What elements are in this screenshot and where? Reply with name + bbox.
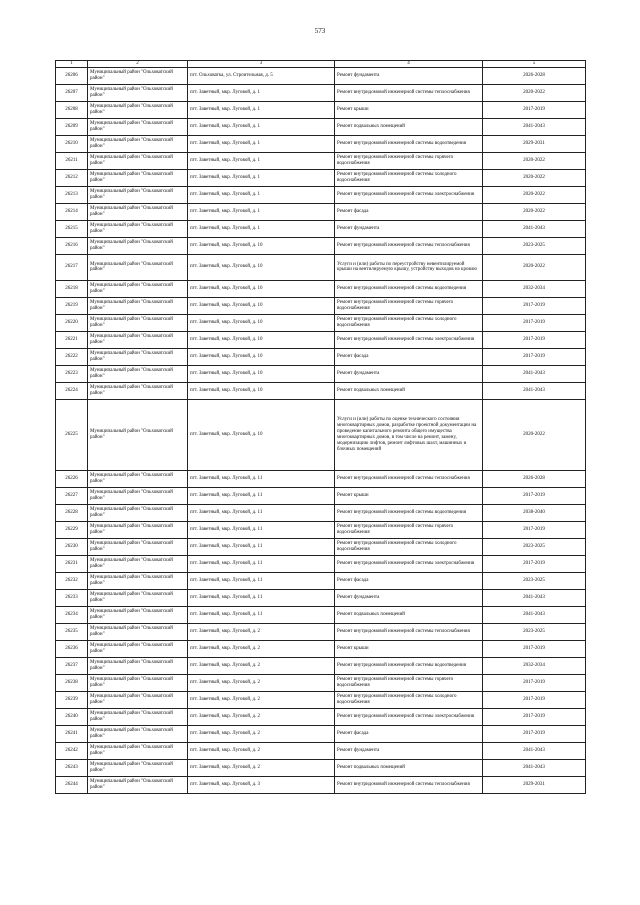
work-type-cell: Ремонт внутридомовой инженерной системы водоотведения — [335, 504, 483, 521]
address-cell: пгт. Заветный, мкр. Луговой, д. 11 — [188, 606, 335, 623]
work-type-cell: Ремонт внутридомовой инженерной системы водоотведения — [335, 135, 483, 152]
municipal-area-cell: Муниципальный район "Ольховатский район" — [88, 487, 188, 504]
work-type-cell: Ремонт внутридомовой инженерной системы электроснабжения — [335, 186, 483, 203]
period-cell: 2020-2022 — [483, 169, 586, 186]
address-cell: пгт. Заветный, мкр. Луговой, д. 1 — [188, 118, 335, 135]
work-type-cell: Ремонт внутридомовой инженерной системы горячего водоснабжения — [335, 521, 483, 538]
period-cell: 2041-2043 — [483, 220, 586, 237]
work-type-cell: Ремонт внутридомовой инженерной системы электроснабжения — [335, 555, 483, 572]
work-type-cell: Услуги и (или) работы по оценке технического состояния многоквартирных домов, разработке проектной документации на проведение капитального ремонта общего имущества многоквартирных домов, в том числе на ремонт, замену, модернизацию лифтов, ремонт лифтовых шахт, машинных и блочных помещений — [335, 399, 483, 470]
period-cell: 2020-2022 — [483, 186, 586, 203]
municipal-area-cell: Муниципальный район "Ольховатский район" — [88, 280, 188, 297]
row-number-cell: 26232 — [56, 572, 88, 589]
address-cell: пгт. Ольховатка, ул. Строительная, д. 5 — [188, 67, 335, 84]
period-cell: 2017-2019 — [483, 487, 586, 504]
work-type-cell: Ремонт внутридомовой инженерной системы водоотведения — [335, 657, 483, 674]
table-row — [56, 399, 586, 470]
table-row — [56, 382, 586, 399]
period-cell: 2017-2019 — [483, 297, 586, 314]
work-type-cell: Ремонт фасада — [335, 572, 483, 589]
period-cell: 2020-2022 — [483, 254, 586, 280]
row-number-cell: 26230 — [56, 538, 88, 555]
period-cell: 2026-2028 — [483, 67, 586, 84]
table-row — [56, 365, 586, 382]
row-number-cell: 26228 — [56, 504, 88, 521]
work-type-cell: Ремонт внутридомовой инженерной системы холодного водоснабжения — [335, 538, 483, 555]
row-number-cell: 26239 — [56, 691, 88, 708]
column-number-row — [56, 61, 586, 68]
period-cell: 2026-2028 — [483, 470, 586, 487]
row-number-cell: 26235 — [56, 623, 88, 640]
municipal-area-cell: Муниципальный район "Ольховатский район" — [88, 606, 188, 623]
municipal-area-cell: Муниципальный район "Ольховатский район" — [88, 186, 188, 203]
address-cell: пгт. Заветный, мкр. Луговой, д. 11 — [188, 470, 335, 487]
work-type-cell: Ремонт фундамента — [335, 742, 483, 759]
period-cell: 2041-2043 — [483, 365, 586, 382]
table-row — [56, 759, 586, 776]
row-number-cell: 26236 — [56, 640, 88, 657]
table-row — [56, 504, 586, 521]
row-number-cell: 26209 — [56, 118, 88, 135]
table-row — [56, 152, 586, 169]
address-cell: пгт. Заветный, мкр. Луговой, д. 11 — [188, 555, 335, 572]
table-row — [56, 623, 586, 640]
work-type-cell: Ремонт внутридомовой инженерной системы теплоснабжения — [335, 470, 483, 487]
work-type-cell: Услуги и (или) работы по переустройству невентилируемой крыши на вентилируемую крышу, устройству выходов на кровлю — [335, 254, 483, 280]
row-number-cell: 26206 — [56, 67, 88, 84]
work-type-cell: Ремонт внутридомовой инженерной системы теплоснабжения — [335, 623, 483, 640]
row-number-cell: 26211 — [56, 152, 88, 169]
work-type-cell: Ремонт фасада — [335, 348, 483, 365]
table-row — [56, 572, 586, 589]
period-cell: 2023-2025 — [483, 623, 586, 640]
row-number-cell: 26222 — [56, 348, 88, 365]
table-row — [56, 674, 586, 691]
work-type-cell: Ремонт фундамента — [335, 365, 483, 382]
address-cell: пгт. Заветный, мкр. Луговой, д. 10 — [188, 254, 335, 280]
work-type-cell: Ремонт подвальных помещений — [335, 606, 483, 623]
period-cell: 2041-2043 — [483, 759, 586, 776]
row-number-cell: 26233 — [56, 589, 88, 606]
municipal-area-cell: Муниципальный район "Ольховатский район" — [88, 118, 188, 135]
address-cell: пгт. Заветный, мкр. Луговой, д. 3 — [188, 776, 335, 793]
column-header: 1 — [56, 61, 88, 68]
address-cell: пгт. Заветный, мкр. Луговой, д. 2 — [188, 691, 335, 708]
municipal-area-cell: Муниципальный район "Ольховатский район" — [88, 220, 188, 237]
address-cell: пгт. Заветный, мкр. Луговой, д. 10 — [188, 331, 335, 348]
period-cell: 2017-2019 — [483, 521, 586, 538]
address-cell: пгт. Заветный, мкр. Луговой, д. 10 — [188, 399, 335, 470]
table-row — [56, 348, 586, 365]
address-cell: пгт. Заветный, мкр. Луговой, д. 10 — [188, 280, 335, 297]
row-number-cell: 26223 — [56, 365, 88, 382]
municipal-area-cell: Муниципальный район "Ольховатский район" — [88, 399, 188, 470]
table-row — [56, 254, 586, 280]
period-cell: 2029-2031 — [483, 776, 586, 793]
row-number-cell: 26227 — [56, 487, 88, 504]
row-number-cell: 26238 — [56, 674, 88, 691]
municipal-area-cell: Муниципальный район "Ольховатский район" — [88, 640, 188, 657]
work-type-cell: Ремонт фасада — [335, 203, 483, 220]
address-cell: пгт. Заветный, мкр. Луговой, д. 2 — [188, 708, 335, 725]
municipal-area-cell: Муниципальный район "Ольховатский район" — [88, 382, 188, 399]
row-number-cell: 26229 — [56, 521, 88, 538]
table-row — [56, 725, 586, 742]
table-row — [56, 118, 586, 135]
address-cell: пгт. Заветный, мкр. Луговой, д. 11 — [188, 538, 335, 555]
municipal-area-cell: Муниципальный район "Ольховатский район" — [88, 365, 188, 382]
work-type-cell: Ремонт крыши — [335, 640, 483, 657]
municipal-area-cell: Муниципальный район "Ольховатский район" — [88, 657, 188, 674]
work-type-cell: Ремонт фундамента — [335, 220, 483, 237]
municipal-area-cell: Муниципальный район "Ольховатский район" — [88, 314, 188, 331]
address-cell: пгт. Заветный, мкр. Луговой, д. 10 — [188, 314, 335, 331]
row-number-cell: 26219 — [56, 297, 88, 314]
address-cell: пгт. Заветный, мкр. Луговой, д. 11 — [188, 572, 335, 589]
address-cell: пгт. Заветный, мкр. Луговой, д. 10 — [188, 348, 335, 365]
work-type-cell: Ремонт внутридомовой инженерной системы холодного водоснабжения — [335, 691, 483, 708]
row-number-cell: 26210 — [56, 135, 88, 152]
address-cell: пгт. Заветный, мкр. Луговой, д. 1 — [188, 169, 335, 186]
municipal-area-cell: Муниципальный район "Ольховатский район" — [88, 504, 188, 521]
row-number-cell: 26244 — [56, 776, 88, 793]
address-cell: пгт. Заветный, мкр. Луговой, д. 11 — [188, 521, 335, 538]
repair-schedule-table — [55, 60, 586, 794]
address-cell: пгт. Заветный, мкр. Луговой, д. 1 — [188, 84, 335, 101]
table-row — [56, 555, 586, 572]
period-cell: 2023-2025 — [483, 538, 586, 555]
address-cell: пгт. Заветный, мкр. Луговой, д. 2 — [188, 742, 335, 759]
work-type-cell: Ремонт внутридомовой инженерной системы горячего водоснабжения — [335, 152, 483, 169]
row-number-cell: 26217 — [56, 254, 88, 280]
column-header: 3 — [188, 61, 335, 68]
municipal-area-cell: Муниципальный район "Ольховатский район" — [88, 538, 188, 555]
period-cell: 2020-2022 — [483, 84, 586, 101]
address-cell: пгт. Заветный, мкр. Луговой, д. 2 — [188, 725, 335, 742]
work-type-cell: Ремонт внутридомовой инженерной системы холодного водоснабжения — [335, 314, 483, 331]
municipal-area-cell: Муниципальный район "Ольховатский район" — [88, 742, 188, 759]
work-type-cell: Ремонт внутридомовой инженерной системы теплоснабжения — [335, 776, 483, 793]
row-number-cell: 26218 — [56, 280, 88, 297]
column-header: 2 — [88, 61, 188, 68]
table-row — [56, 314, 586, 331]
municipal-area-cell: Муниципальный район "Ольховатский район" — [88, 169, 188, 186]
municipal-area-cell: Муниципальный район "Ольховатский район" — [88, 152, 188, 169]
address-cell: пгт. Заветный, мкр. Луговой, д. 10 — [188, 297, 335, 314]
municipal-area-cell: Муниципальный район "Ольховатский район" — [88, 331, 188, 348]
table-row — [56, 657, 586, 674]
period-cell: 2020-2022 — [483, 399, 586, 470]
period-cell: 2029-2031 — [483, 135, 586, 152]
municipal-area-cell: Муниципальный район "Ольховатский район" — [88, 84, 188, 101]
row-number-cell: 26225 — [56, 399, 88, 470]
column-header: 5 — [483, 61, 586, 68]
table-row — [56, 280, 586, 297]
table-row — [56, 538, 586, 555]
municipal-area-cell: Муниципальный район "Ольховатский район" — [88, 101, 188, 118]
period-cell: 2023-2025 — [483, 572, 586, 589]
row-number-cell: 26226 — [56, 470, 88, 487]
table-row — [56, 708, 586, 725]
table-row — [56, 67, 586, 84]
table-row — [56, 135, 586, 152]
table-row — [56, 101, 586, 118]
work-type-cell: Ремонт внутридомовой инженерной системы горячего водоснабжения — [335, 297, 483, 314]
address-cell: пгт. Заветный, мкр. Луговой, д. 1 — [188, 152, 335, 169]
row-number-cell: 26234 — [56, 606, 88, 623]
address-cell: пгт. Заветный, мкр. Луговой, д. 2 — [188, 674, 335, 691]
address-cell: пгт. Заветный, мкр. Луговой, д. 10 — [188, 237, 335, 254]
municipal-area-cell: Муниципальный район "Ольховатский район" — [88, 708, 188, 725]
row-number-cell: 26231 — [56, 555, 88, 572]
municipal-area-cell: Муниципальный район "Ольховатский район" — [88, 135, 188, 152]
period-cell: 2041-2043 — [483, 118, 586, 135]
period-cell: 2038-2040 — [483, 504, 586, 521]
period-cell: 2017-2019 — [483, 640, 586, 657]
table-row — [56, 589, 586, 606]
municipal-area-cell: Муниципальный район "Ольховатский район" — [88, 203, 188, 220]
municipal-area-cell: Муниципальный район "Ольховатский район" — [88, 759, 188, 776]
row-number-cell: 26242 — [56, 742, 88, 759]
table-row — [56, 331, 586, 348]
row-number-cell: 26237 — [56, 657, 88, 674]
row-number-cell: 26213 — [56, 186, 88, 203]
address-cell: пгт. Заветный, мкр. Луговой, д. 10 — [188, 382, 335, 399]
row-number-cell: 26208 — [56, 101, 88, 118]
address-cell: пгт. Заветный, мкр. Луговой, д. 10 — [188, 365, 335, 382]
page-number: 573 — [314, 27, 326, 35]
period-cell: 2020-2022 — [483, 152, 586, 169]
work-type-cell: Ремонт внутридомовой инженерной системы электроснабжения — [335, 708, 483, 725]
work-type-cell: Ремонт фасада — [335, 725, 483, 742]
work-type-cell: Ремонт крыши — [335, 487, 483, 504]
work-type-cell: Ремонт подвальных помещений — [335, 382, 483, 399]
period-cell: 2017-2019 — [483, 101, 586, 118]
municipal-area-cell: Муниципальный район "Ольховатский район" — [88, 470, 188, 487]
municipal-area-cell: Муниципальный район "Ольховатский район" — [88, 623, 188, 640]
address-cell: пгт. Заветный, мкр. Луговой, д. 1 — [188, 135, 335, 152]
table-row — [56, 776, 586, 793]
work-type-cell: Ремонт внутридомовой инженерной системы холодного водоснабжения — [335, 169, 483, 186]
row-number-cell: 26215 — [56, 220, 88, 237]
table-row — [56, 742, 586, 759]
row-number-cell: 26240 — [56, 708, 88, 725]
table-row — [56, 186, 586, 203]
table-row — [56, 691, 586, 708]
table-row — [56, 84, 586, 101]
table-row — [56, 470, 586, 487]
period-cell: 2017-2019 — [483, 691, 586, 708]
address-cell: пгт. Заветный, мкр. Луговой, д. 1 — [188, 101, 335, 118]
municipal-area-cell: Муниципальный район "Ольховатский район" — [88, 297, 188, 314]
address-cell: пгт. Заветный, мкр. Луговой, д. 2 — [188, 640, 335, 657]
work-type-cell: Ремонт фундамента — [335, 589, 483, 606]
row-number-cell: 26243 — [56, 759, 88, 776]
address-cell: пгт. Заветный, мкр. Луговой, д. 2 — [188, 759, 335, 776]
work-type-cell: Ремонт внутридомовой инженерной системы теплоснабжения — [335, 84, 483, 101]
table-row — [56, 487, 586, 504]
work-type-cell: Ремонт подвальных помещений — [335, 759, 483, 776]
row-number-cell: 26220 — [56, 314, 88, 331]
period-cell: 2017-2019 — [483, 314, 586, 331]
address-cell: пгт. Заветный, мкр. Луговой, д. 11 — [188, 589, 335, 606]
municipal-area-cell: Муниципальный район "Ольховатский район" — [88, 555, 188, 572]
municipal-area-cell: Муниципальный район "Ольховатский район" — [88, 521, 188, 538]
row-number-cell: 26216 — [56, 237, 88, 254]
period-cell: 2017-2019 — [483, 725, 586, 742]
table-row — [56, 521, 586, 538]
table-row — [56, 220, 586, 237]
address-cell: пгт. Заветный, мкр. Луговой, д. 11 — [188, 487, 335, 504]
work-type-cell: Ремонт фундамента — [335, 67, 483, 84]
row-number-cell: 26214 — [56, 203, 88, 220]
row-number-cell: 26224 — [56, 382, 88, 399]
municipal-area-cell: Муниципальный район "Ольховатский район" — [88, 67, 188, 84]
municipal-area-cell: Муниципальный район "Ольховатский район" — [88, 572, 188, 589]
period-cell: 2041-2043 — [483, 742, 586, 759]
municipal-area-cell: Муниципальный район "Ольховатский район" — [88, 725, 188, 742]
table-row — [56, 237, 586, 254]
row-number-cell: 26241 — [56, 725, 88, 742]
table-row — [56, 297, 586, 314]
row-number-cell: 26212 — [56, 169, 88, 186]
municipal-area-cell: Муниципальный район "Ольховатский район" — [88, 237, 188, 254]
period-cell: 2032-2034 — [483, 657, 586, 674]
period-cell: 2017-2019 — [483, 348, 586, 365]
address-cell: пгт. Заветный, мкр. Луговой, д. 1 — [188, 220, 335, 237]
period-cell: 2017-2019 — [483, 555, 586, 572]
period-cell: 2041-2043 — [483, 589, 586, 606]
work-type-cell: Ремонт внутридомовой инженерной системы электроснабжения — [335, 331, 483, 348]
table-body — [56, 67, 586, 793]
period-cell: 2023-2025 — [483, 237, 586, 254]
municipal-area-cell: Муниципальный район "Ольховатский район" — [88, 254, 188, 280]
period-cell: 2032-2034 — [483, 280, 586, 297]
work-type-cell: Ремонт крыши — [335, 101, 483, 118]
table-row — [56, 169, 586, 186]
work-type-cell: Ремонт внутридомовой инженерной системы горячего водоснабжения — [335, 674, 483, 691]
address-cell: пгт. Заветный, мкр. Луговой, д. 1 — [188, 186, 335, 203]
municipal-area-cell: Муниципальный район "Ольховатский район" — [88, 348, 188, 365]
column-header: 4 — [335, 61, 483, 68]
table-row — [56, 640, 586, 657]
row-number-cell: 26221 — [56, 331, 88, 348]
period-cell: 2017-2019 — [483, 674, 586, 691]
period-cell: 2017-2019 — [483, 708, 586, 725]
row-number-cell: 26207 — [56, 84, 88, 101]
address-cell: пгт. Заветный, мкр. Луговой, д. 2 — [188, 657, 335, 674]
address-cell: пгт. Заветный, мкр. Луговой, д. 2 — [188, 623, 335, 640]
municipal-area-cell: Муниципальный район "Ольховатский район" — [88, 674, 188, 691]
work-type-cell: Ремонт внутридомовой инженерной системы теплоснабжения — [335, 237, 483, 254]
work-type-cell: Ремонт подвальных помещений — [335, 118, 483, 135]
period-cell: 2020-2022 — [483, 203, 586, 220]
period-cell: 2041-2043 — [483, 606, 586, 623]
municipal-area-cell: Муниципальный район "Ольховатский район" — [88, 776, 188, 793]
table-row — [56, 203, 586, 220]
address-cell: пгт. Заветный, мкр. Луговой, д. 11 — [188, 504, 335, 521]
address-cell: пгт. Заветный, мкр. Луговой, д. 1 — [188, 203, 335, 220]
municipal-area-cell: Муниципальный район "Ольховатский район" — [88, 589, 188, 606]
period-cell: 2041-2043 — [483, 382, 586, 399]
table-row — [56, 606, 586, 623]
work-type-cell: Ремонт внутридомовой инженерной системы водоотведения — [335, 280, 483, 297]
period-cell: 2017-2019 — [483, 331, 586, 348]
municipal-area-cell: Муниципальный район "Ольховатский район" — [88, 691, 188, 708]
